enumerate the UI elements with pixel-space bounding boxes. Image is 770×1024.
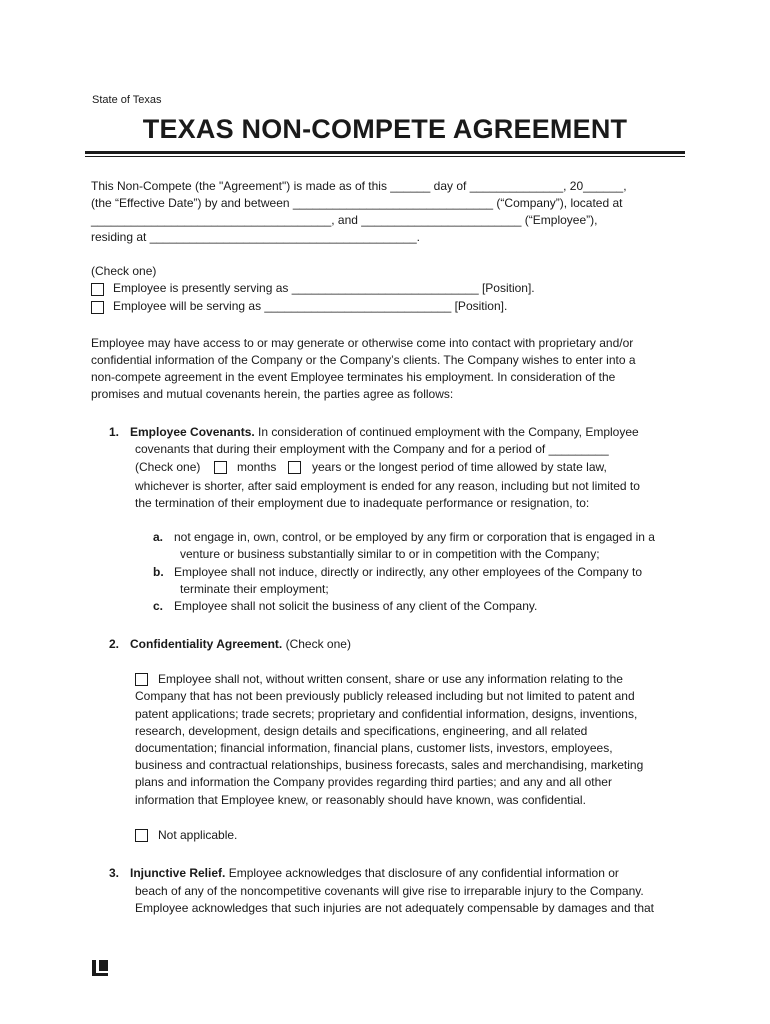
section-3-number: 3. bbox=[109, 866, 120, 880]
recital-line-4: promises and mutual covenants herein, the parties agree as follows: bbox=[91, 387, 454, 401]
period-years-checkbox[interactable] bbox=[288, 461, 301, 474]
recital-line-2: confidential information of the Company or the Company’s clients. The Company wishes to enter into a bbox=[91, 353, 636, 367]
document-title: TEXAS NON-COMPETE AGREEMENT bbox=[142, 114, 628, 144]
confidentiality-apply-checkbox[interactable] bbox=[135, 673, 148, 686]
section-1-number: 1. bbox=[109, 425, 120, 439]
confidentiality-line-4: research, development, design details and specifications, engineering, and all related bbox=[135, 724, 588, 738]
section-2-heading: Confidentiality Agreement. bbox=[130, 637, 283, 651]
section-3-line-2: beach of any of the noncompetitive covenants will give rise to irreparable injury to the Company. bbox=[135, 884, 644, 898]
period-months-checkbox[interactable] bbox=[214, 461, 227, 474]
item-c-letter: c. bbox=[153, 599, 164, 613]
check-one-label: (Check one) bbox=[91, 264, 157, 278]
section-1-line-1 bbox=[130, 424, 639, 441]
section-2-number: 2. bbox=[109, 637, 120, 651]
confidentiality-line-7: plans and information the Company provides regarding third parties; and any and all other bbox=[135, 775, 612, 789]
section-2-heading-rest: (Check one) bbox=[282, 637, 351, 651]
item-b-line-2: terminate their employment; bbox=[180, 582, 329, 596]
section-3-line-1-rest: Employee acknowledges that disclosure of any confidential information or bbox=[225, 866, 619, 880]
legal-templates-logo-icon bbox=[92, 960, 108, 976]
item-c-line-1: Employee shall not solicit the business of any client of the Company. bbox=[174, 599, 538, 613]
section-2-line-1 bbox=[130, 636, 351, 653]
confidentiality-line-1: Employee shall not, without written consent, share or use any information relating to the bbox=[158, 672, 623, 686]
state-label: State of Texas bbox=[92, 94, 162, 106]
period-years-label: years or the longest period of time allowed by state law, bbox=[312, 460, 607, 474]
item-a-line-2: venture or business substantially similar to or in competition with the Company; bbox=[180, 547, 600, 561]
position-future-checkbox[interactable] bbox=[91, 301, 104, 314]
not-applicable-label: Not applicable. bbox=[158, 828, 238, 842]
section-1-line-4: whichever is shorter, after said employment is ended for any reason, including but not limited to bbox=[135, 479, 640, 493]
position-present-text: Employee is presently serving as ____________________________ [Position]. bbox=[113, 281, 535, 295]
item-b-letter: b. bbox=[153, 565, 164, 579]
intro-line-4: residing at ________________________________________. bbox=[91, 230, 420, 244]
section-1-heading: Employee Covenants. bbox=[130, 425, 255, 439]
confidentiality-line-6: business and contractual relationships, business forecasts, sales and merchandising, marketing bbox=[135, 758, 644, 772]
not-applicable-checkbox[interactable] bbox=[135, 829, 148, 842]
position-future-text: Employee will be serving as ____________________________ [Position]. bbox=[113, 299, 508, 313]
section-1-line-5: the termination of their employment due to inadequate performance or resignation, to: bbox=[135, 496, 590, 510]
section-1-line-2: covenants that during their employment with the Company and for a period of _________ bbox=[135, 442, 609, 456]
section-1-line-1-rest: In consideration of continued employment with the Company, Employee bbox=[254, 425, 639, 439]
item-b-line-1: Employee shall not induce, directly or indirectly, any other employees of the Company to bbox=[174, 565, 643, 579]
title-rule bbox=[85, 151, 685, 154]
section-1-check-one: (Check one) bbox=[135, 460, 201, 474]
title-rule-thin bbox=[85, 156, 685, 157]
item-a-line-1: not engage in, own, control, or be employed by any firm or corporation that is engaged in a bbox=[174, 530, 655, 544]
section-3-line-1 bbox=[130, 865, 619, 882]
confidentiality-line-8: information that Employee knew, or reasonably should have known, was confidential. bbox=[135, 793, 586, 807]
section-3-heading: Injunctive Relief. bbox=[130, 866, 226, 880]
position-present-checkbox[interactable] bbox=[91, 283, 104, 296]
recital-line-1: Employee may have access to or may generate or otherwise come into contact with proprietary and/or bbox=[91, 336, 634, 350]
intro-line-2: (the “Effective Date”) by and between ______________________________ (“Company”), located at bbox=[91, 196, 623, 210]
recital-line-3: non-compete agreement in the event Employee terminates his employment. In consideration of the bbox=[91, 370, 616, 384]
confidentiality-line-5: documentation; financial information, financial plans, customer lists, investors, employees, bbox=[135, 741, 613, 755]
confidentiality-line-3: patent applications; trade secrets; proprietary and confidential information, designs, inventions, bbox=[135, 707, 638, 721]
period-months-label: months bbox=[237, 460, 277, 474]
intro-line-1: This Non-Compete (the "Agreement") is made as of this ______ day of ______________, 20______, bbox=[91, 179, 627, 193]
confidentiality-line-2: Company that has not been previously publicly released including but not limited to patent and bbox=[135, 689, 635, 703]
intro-line-3: ____________________________________, and ________________________ (“Employee”), bbox=[91, 213, 598, 227]
section-3-line-3: Employee acknowledges that such injuries are not adequately compensable by damages and that bbox=[135, 901, 654, 915]
item-a-letter: a. bbox=[153, 530, 164, 544]
